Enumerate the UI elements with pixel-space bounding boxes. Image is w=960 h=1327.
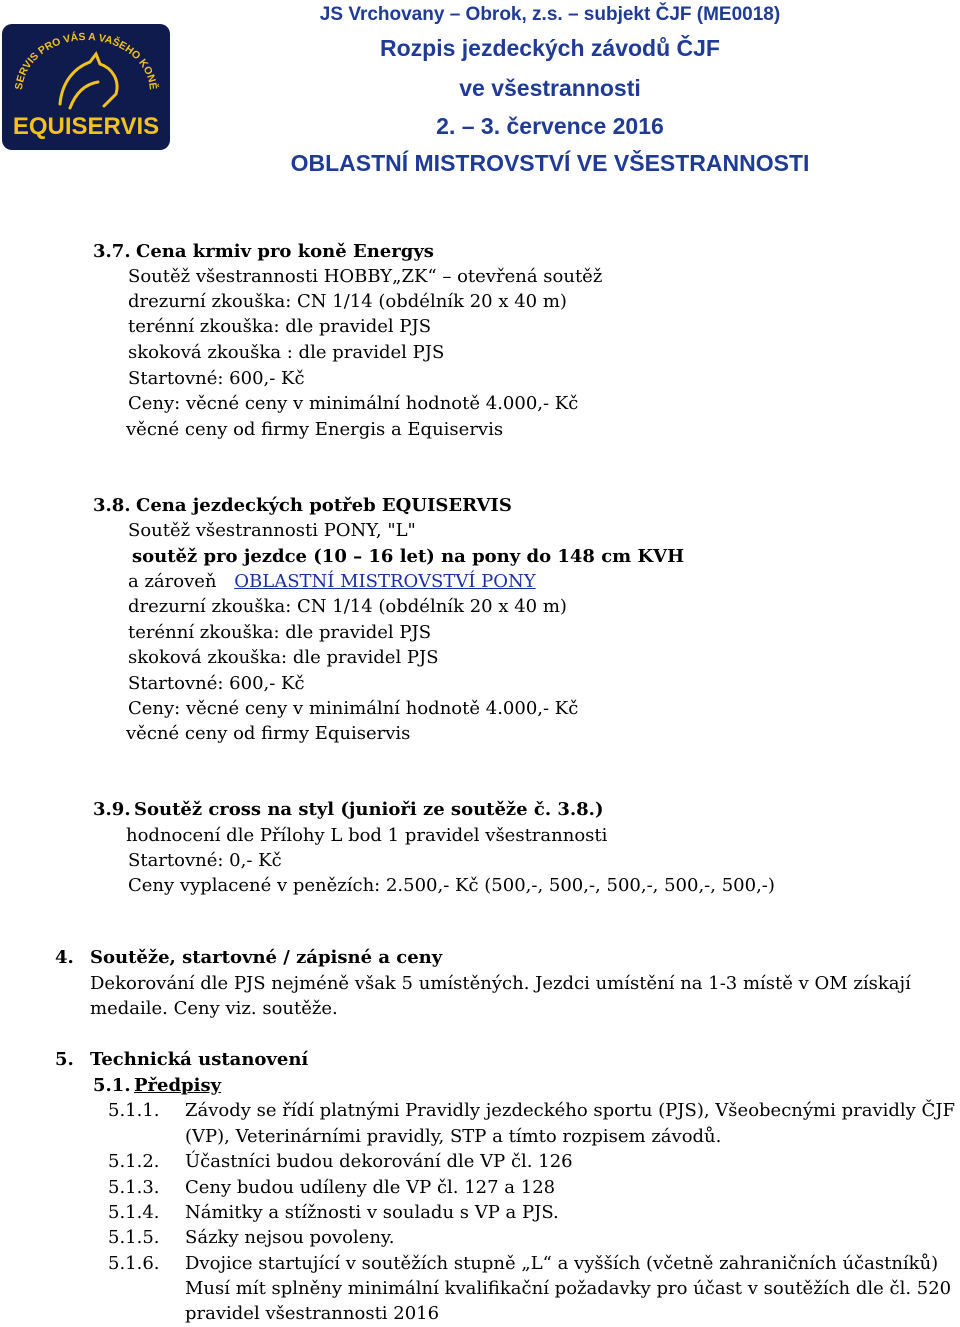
section-5-title: Technická ustanovení bbox=[90, 1049, 309, 1070]
section-3-7-number: 3.7. bbox=[93, 241, 131, 262]
item-text: Musí mít splněny minimální kvalifikační požadavky pro účast v soutěžích dle čl. 520 bbox=[185, 1278, 952, 1299]
item-text: Účastníci budou dekorování dle VP čl. 126 bbox=[185, 1151, 573, 1172]
section-4-number: 4. bbox=[55, 947, 74, 968]
item-number: 5.1.5. bbox=[108, 1227, 160, 1248]
section-3-8-line: soutěž pro jezdce (10 – 16 let) na pony do 148 cm KVH bbox=[132, 546, 685, 567]
item-number: 5.1.4. bbox=[108, 1202, 160, 1223]
section-3-9-number: 3.9. bbox=[93, 799, 131, 820]
section-3-8-line: Startovné: 600,- Kč bbox=[128, 673, 305, 694]
item-text: Námitky a stížnosti v souladu s VP a PJS. bbox=[185, 1202, 559, 1223]
section-3-7-line: Soutěž všestrannosti HOBBY„ZK“ – otevřená soutěž bbox=[128, 266, 603, 287]
section-3-8-text: a zároveň bbox=[128, 571, 217, 592]
section-3-9-title: Soutěž cross na styl (junioři ze soutěže č. 3.8.) bbox=[134, 799, 604, 820]
equiservis-logo bbox=[0, 22, 172, 152]
section-3-7-line: terénní zkouška: dle pravidel PJS bbox=[128, 316, 432, 337]
section-3-7-line: skoková zkouška : dle pravidel PJS bbox=[128, 342, 445, 363]
item-number: 5.1.6. bbox=[108, 1253, 160, 1274]
item-text: Závody se řídí platnými Pravidly jezdeckého sportu (PJS), Všeobecnými pravidly ČJF bbox=[185, 1100, 956, 1121]
section-3-8-line: Soutěž všestrannosti PONY, "L" bbox=[128, 520, 416, 541]
logo-slogan: SERVIS PRO VÁS A VAŠEHO KONĚ bbox=[12, 30, 160, 91]
section-5-number: 5. bbox=[55, 1049, 74, 1070]
item-text: Sázky nejsou povoleny. bbox=[185, 1227, 395, 1248]
section-3-8-line: drezurní zkouška: CN 1/14 (obdélník 20 x 40 m) bbox=[128, 596, 567, 617]
organizer-line: JS Vrchovany – Obrok, z.s. – subjekt ČJF (ME0018) bbox=[319, 4, 781, 25]
section-5-1-number: 5.1. bbox=[93, 1075, 131, 1096]
item-number: 5.1.3. bbox=[108, 1177, 160, 1198]
document-subtitle: ve všestrannosti bbox=[459, 75, 641, 101]
logo-brand: EQUISERVIS bbox=[12, 113, 160, 140]
section-3-8-title: Cena jezdeckých potřeb EQUISERVIS bbox=[136, 495, 512, 516]
section-3-8-line: skoková zkouška: dle pravidel PJS bbox=[128, 647, 439, 668]
oblastni-mistrovstvi-pony-link[interactable]: OBLASTNÍ MISTROVSTVÍ PONY bbox=[234, 571, 536, 592]
event-name: OBLASTNÍ MISTROVSTVÍ VE VŠESTRANNOSTI bbox=[290, 150, 810, 176]
section-5-1-title: Předpisy bbox=[134, 1075, 222, 1096]
section-4-line: Dekorování dle PJS nejméně však 5 umístěných. Jezdci umístění na 1-3 místě v OM získají bbox=[90, 973, 911, 994]
section-3-8-line: věcné ceny od firmy Equiservis bbox=[126, 723, 411, 744]
section-3-9-line: Ceny vyplacené v penězích: 2.500,- Kč (500,-, 500,-, 500,-, 500,-, 500,-) bbox=[128, 875, 775, 896]
section-3-7-title: Cena krmiv pro koně Energys bbox=[136, 241, 434, 262]
section-3-8-number: 3.8. bbox=[93, 495, 131, 516]
section-3-7-line: věcné ceny od firmy Energis a Equiservis bbox=[126, 419, 504, 440]
section-3-8-line: Ceny: věcné ceny v minimální hodnotě 4.000,- Kč bbox=[128, 698, 579, 719]
section-4-title: Soutěže, startovné / zápisné a ceny bbox=[90, 947, 443, 968]
section-3-7-line: Ceny: věcné ceny v minimální hodnotě 4.000,- Kč bbox=[128, 393, 579, 414]
item-text: Ceny budou udíleny dle VP čl. 127 a 128 bbox=[185, 1177, 556, 1198]
section-4-line: medaile. Ceny viz. soutěže. bbox=[90, 998, 338, 1019]
item-text: (VP), Veterinárními pravidly, STP a tímto rozpisem závodů. bbox=[185, 1126, 722, 1147]
section-3-7-line: Startovné: 600,- Kč bbox=[128, 368, 305, 389]
section-3-9-line: hodnocení dle Přílohy L bod 1 pravidel všestrannosti bbox=[126, 825, 608, 846]
item-number: 5.1.1. bbox=[108, 1100, 160, 1121]
item-number: 5.1.2. bbox=[108, 1151, 160, 1172]
section-3-7-line: drezurní zkouška: CN 1/14 (obdélník 20 x 40 m) bbox=[128, 291, 567, 312]
event-date: 2. – 3. července 2016 bbox=[436, 113, 664, 139]
section-3-8-line bbox=[128, 570, 536, 594]
document-title: Rozpis jezdeckých závodů ČJF bbox=[380, 35, 720, 61]
item-text: pravidel všestrannosti 2016 bbox=[185, 1303, 440, 1324]
item-text: Dvojice startující v soutěžích stupně „L“ a vyšších (včetně zahraničních účastníků) bbox=[185, 1253, 939, 1274]
section-3-8-line: terénní zkouška: dle pravidel PJS bbox=[128, 622, 432, 643]
section-3-9-line: Startovné: 0,- Kč bbox=[128, 850, 282, 871]
